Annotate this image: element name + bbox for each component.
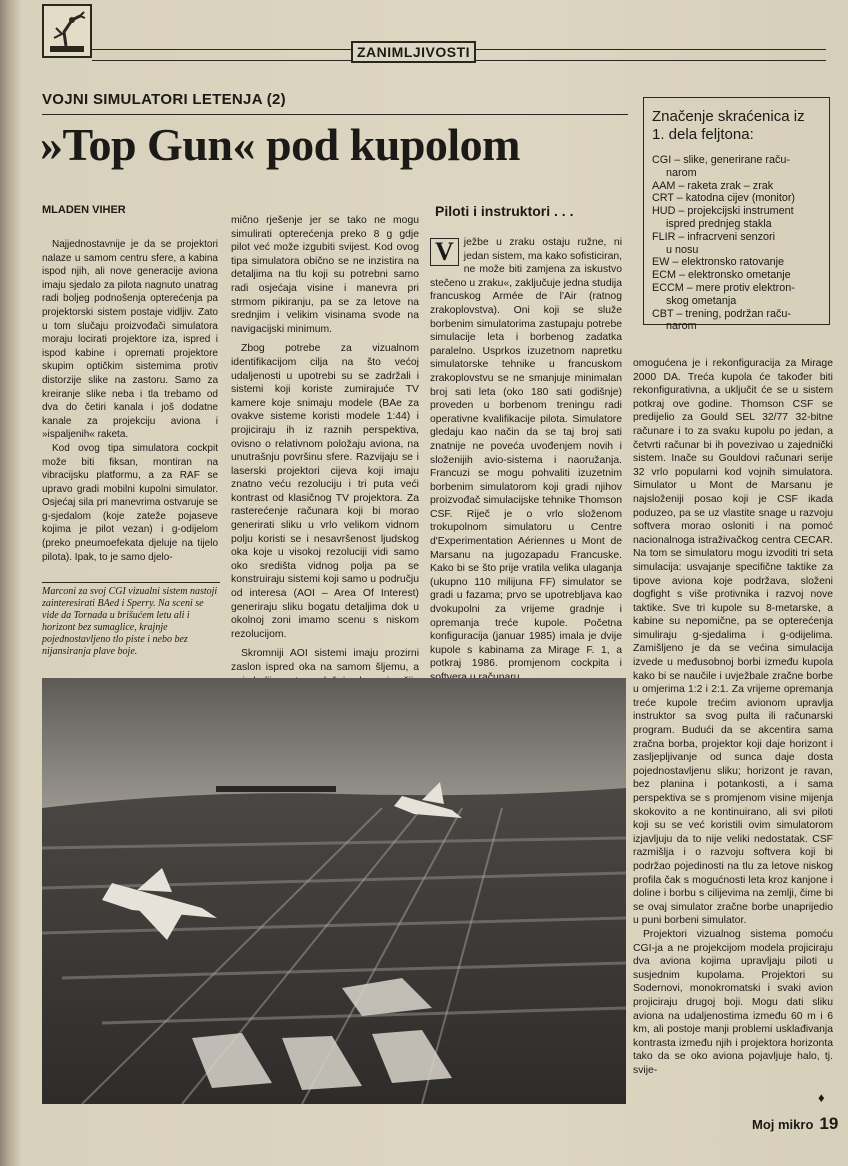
paragraph: Najjednostavnije je da se projektori nalaze u samom centru sfere, a kabina ispod njih, ali nove generacije aviona imaju sjedalo za pilota nagnuto unatrag radi boljeg podnošenja opterećenja pa projektorski sistem postaje vidljiv. Zato u tom slučaju proizvođači simulatora moraju locirati projektore iza, ispred i ispod kabine i opremati projektore skupim optičkim sistemima protiv distorzije slike na zastoru. Samo za kreiranje slike neba i tla trebamo od dva do četiri kanala i još dodatne kanale za projekciju aviona i »ispaljenih« raketa. <box>42 239 218 441</box>
kicker-rule <box>42 114 628 115</box>
box-title: Značenje skraćenica iz 1. dela feljtona: <box>652 108 805 143</box>
section-label: ZANIMLJIVOSTI <box>351 41 476 63</box>
article-author: MLADEN VIHER <box>42 204 126 216</box>
paragraph: Kod ovog tipa simulatora cockpit može biti fiksan, montiran na vibracijsku platformu, a za RAF se upravo gradi mobilni kupolni simulator. Osjećaj sila pri manevrima ostvaruje se g-sjedalom (koje zateže pojaseve kojima je pilot vezan) i g-odijelom (preko pneumoefekata djeluje na tijelo pilota). Ipak, to je samo djelo- <box>42 442 218 563</box>
paragraph: mično rješenje jer se tako ne mogu simulirati opterećenja preko 8 g gdje pilot već može izgubiti svijest. Kod ovog tipa simulatora obično se ne inzistira na detaljima na tlu koji su potrebni samo radi osjećaja visine i manevra pri strmom pikiranju, pa se za letove na srednjim i velikim visinama svode na navigacijski minimum. <box>231 215 419 335</box>
paragraph: Projektori vizualnog sistema pomoću CGI-ja a ne projekcijom modela projiciraju dva aviona kojima upravljaju piloti u susjednim kupolama. Projektori su Sodernovi, monokromatski i svaki avion projiciraju drugoj boji. Mogu dati sliku aviona na udaljenostima između 60 m i 6 km, ali postoje manji problemi usklađivanja kontrasta između njih i projektora horizonta tako da se oko aviona pojavljuje halo, tj. svije- <box>633 928 833 1076</box>
page-footer <box>752 1114 838 1134</box>
list-item: CGI – slike, generirane raču- narom <box>652 154 791 179</box>
list-item: HUD – projekcijski instrument ispred prednjeg stakla <box>652 205 794 230</box>
continue-arrow-icon: ♦ <box>818 1090 825 1105</box>
paragraph: Skromniji AOI sistemi imaju prozirni zaslon ispred oka na samom šljemu, a <box>231 648 419 673</box>
article-kicker: VOJNI SIMULATORI LETENJA (2) <box>42 91 286 108</box>
column-2 <box>231 214 419 715</box>
simulator-photo <box>42 678 626 1104</box>
magazine-name: Moj mikro <box>752 1117 814 1132</box>
paragraph: ježbe u zraku ostaju ružne, ni jedan sistem, ma kako sofisticiran, ne može biti zamjena za iskustvo stečeno u zraku«, zaključuje jedna studija francuskog Armée de l'Air (ratnog zrakoplovstva). Oni koji se služe borbenim simulatorima zastupaju potrebe simulacije leta i borbenog zadatka paralelno. Usprkos izuzetnom napretku simulatorske tehnike u francuskom zrakoplovstvu se ne smanjuje minimalan broj sati leta (oko 180 sati godišnje) proveden u borbenom treningu radi operativne kvalifikacije pilota. Simulatore gledaju kao način da se taj broj sati znatnije ne poveća uvođenjem novih i složenijih avio-sistema i naoružanja. Francuzi se mogu pohvaliti izuzetnim borbenim simulatorom koji gradi njihov proizvođač simulacijske tehnike Thomson CSF. Riječ je o vrlo složenom trokupolnom simulatoru u Centre d'Experimentation Aériennes u Mont de Marsanu na jugozapadu Francuske. Kako bi se što prije vratila velika ulaganja (ukupno 110 milijuna FF) simulator se gradi u fazama; prvo se upotrebljava kao dvokupolni za vrijeme gradnje i opremanja treće kupole. Početna konfiguracija (januar 1985) imala je dvije kupole s kabinama za Mirage F. 1, a potkraj 1986. promjenom cockpita i <box>430 237 623 670</box>
subheading: Piloti i instruktori . . . <box>435 203 574 219</box>
section-logo-icon <box>42 4 92 58</box>
article-title: »Top Gun« pod kupolom <box>40 119 521 170</box>
drop-cap: V <box>430 238 459 266</box>
list-item: CBT – trening, podržan raču- narom <box>652 307 792 333</box>
list-item: CRT – katodna cijev (monitor) <box>652 192 796 205</box>
list-item: AAM – raketa zrak – zrak <box>652 179 774 192</box>
list-item: ECM – elektronsko ometanje <box>652 269 791 282</box>
photo-caption: Marconi za svoj CGI vizualni sistem nastoji zainteresirati BAed i Sperry. Na sceni se vide da Tornada u brišućem letu ali i horizont bez sumaglice, krajnje pojednostavljeno tlo piste i nebo bez nijansiranja plave boje. <box>42 582 220 658</box>
column-3 <box>430 236 622 685</box>
page-number: 19 <box>819 1114 839 1133</box>
abbreviation-list <box>644 154 829 333</box>
list-item: ECCM – mere protiv elektron- skog ometanja <box>652 281 795 307</box>
column-1 <box>42 238 218 564</box>
list-item: FLIR – infracrveni senzori u nosu <box>652 230 776 256</box>
list-item: EW – elektronsko ratovanje <box>652 256 785 269</box>
column-4 <box>633 357 833 1077</box>
paragraph: Zbog potrebe za vizualnom identifikacijom cilja na što većoj udaljenosti u upotrebi su se zadržali i sistemi koji koriste zumirajuće TV kamere koje snimaju modele (BAe za ovakve sisteme koristi modele 1:44) i projiciraju ih iz raznih perspektiva, ovisno o relativnom položaju aviona, na unutrašnju površinu sfere. Razvijaju se i laserski projektori cijeva koji imaju znatno veću rezoluciju i tri puta veći kontrast od klasičnog TV projektora. Za rasterećenje računara koji bi morao generirati sliku u vrlo velikom vidnom polju koristi se i nesavršenost ljudskog oka koje u visokoj rezoluciji vidi samo oko središta vidnog polja pa se konstruiraju sistemi koji samo u području od interesa (AOI – Area Of Interest) generiraju sliku bogatu detaljima dok u okolnoj zoni imamo scenu s niskom rezolucijom. <box>231 343 419 640</box>
paragraph: omogućena je i rekonfiguracija za Mirage 2000 DA. Treća kupola će također biti rekonfigurativna, a uključit će se u sistem potkraj ove godine. Thomson CSF se predijelio za Gould SEL 32/77 32-bitne računare i to za svaku kupolu po jedan, a četvrti računar bi ih povezivao u zajednički sistem. Inače su Gouldovi računari serije 32 vrlo popularni kod vojnih simulatora. Simulator u Mont de Marsanu je najsloženiji posao koji je CSF ikada poduzeo, pa se uz vlastite snage u razvoju softvera morao osloniti i na pomoć nacionalnoga istraživačkog centra CECAR. Na tom se simulatoru mogu izvoditi tri seta simulacija: usvajanje specifične taktike za tipove aviona koje podržava, složeni dogfight s više protivnika i razvoj nove taktike. Sve tri kupole su 8-metarske, a kabine su nepomične, pa se opterećenja simuliraju g-sjedalima i g-odijelima. Zamišljeno je da se većina simulacija izvede u međusobnoj borbi između kupola kako bi se naučile i uvježbale zračne borbe u omjerima 1:2 i 2:1. Za vrijeme opremanja treće kupole trećim avionom upravlja instruktor sa svog pulta ili računarski program. Budući da se akcentira sama zračna borba, projektor koji daje horizont i zasljepljivanje od sunca daje dosta pojednostavljenu sliku; horizont je ravan, bez planina i potankosti, a i sama perspektiva se s promjenom visine mijenja skokovito a ne kontinuirano, ali svi piloti koji su se već koristili ovim simulatorom izjavljuju da to nije veliki nedostatak. CSF razmišlja i o razvoju softvera koji bi podržao pojedinosti na tlu za letove niskog profila čak s mogućnosti leta kroz kanjone i doline i borbu s cilijevima na zemlji, čime bi se ovaj simulator zračne borbe unaprijedio u puni borbeni simulator. <box>633 358 833 927</box>
abbreviations-box <box>643 97 830 333</box>
